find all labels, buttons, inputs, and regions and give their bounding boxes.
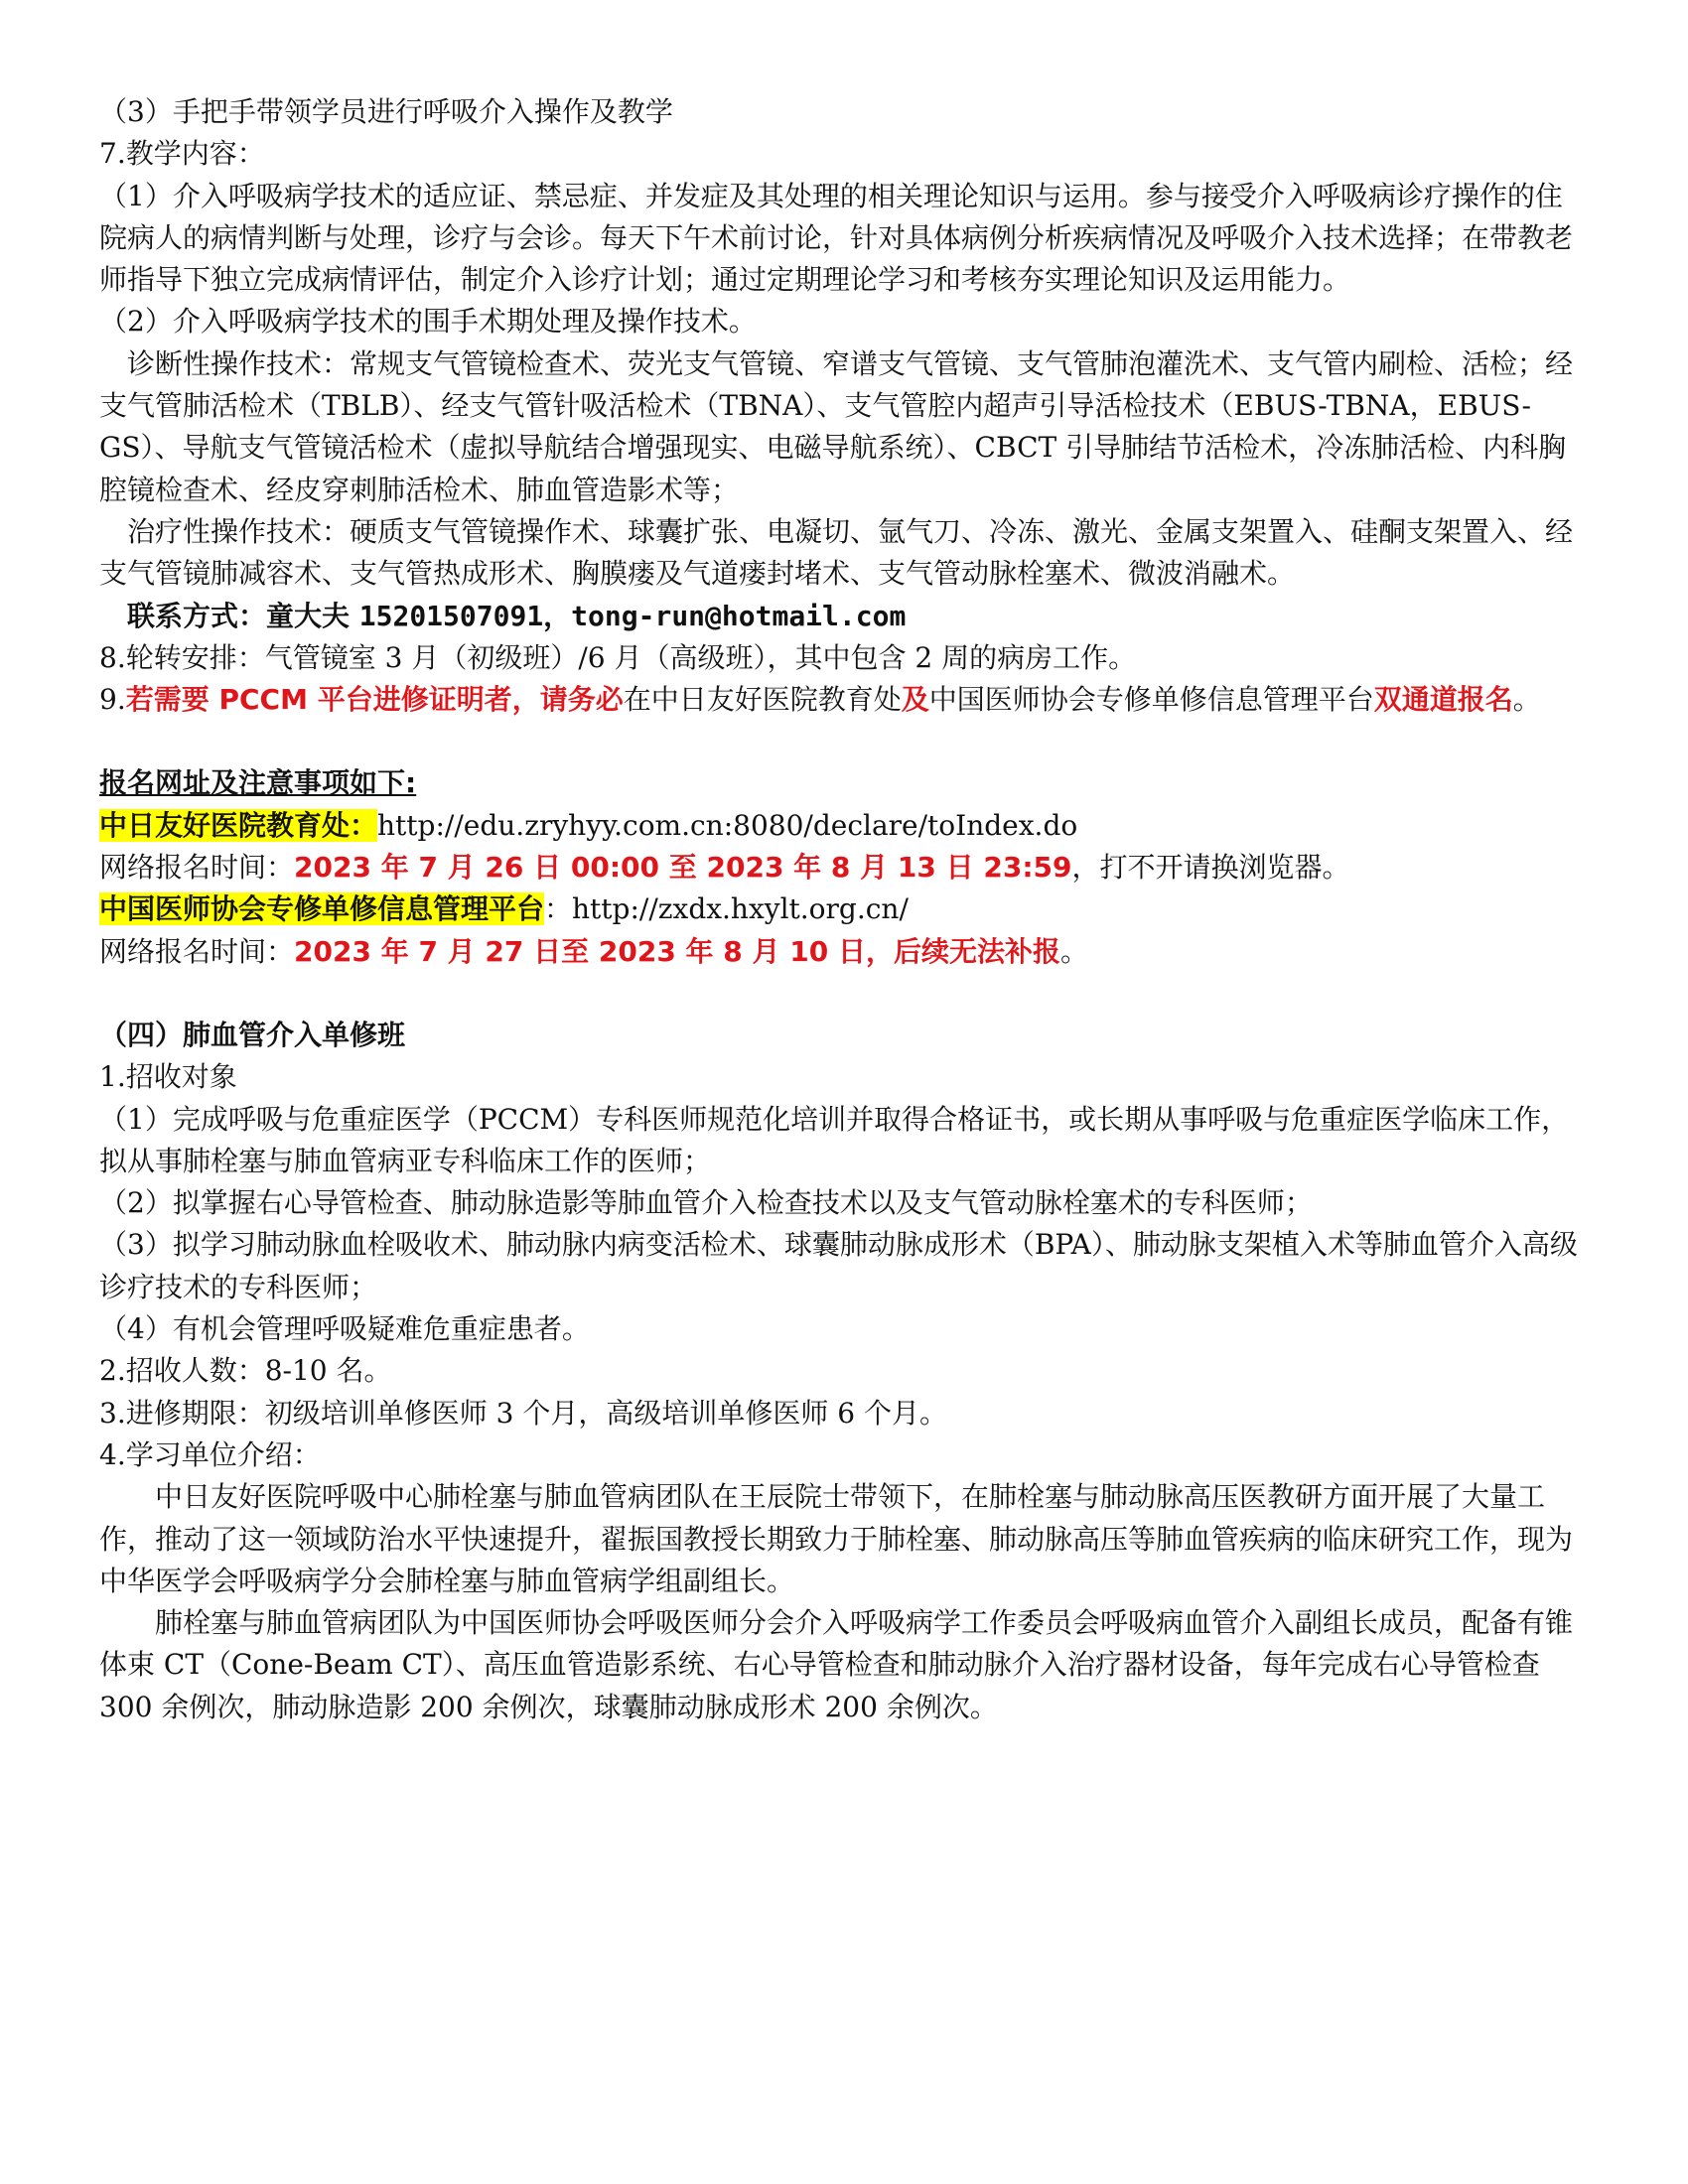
item-9-place2: 中国医师协会专修单修信息管理平台 bbox=[928, 683, 1374, 717]
item-7-2: （2）介入呼吸病学技术的围手术期处理及操作技术。 bbox=[99, 305, 757, 339]
sec4-item-3: 3.进修期限：初级培训单修医师 3 个月，高级培训单修医师 6 个月。 bbox=[99, 1396, 947, 1430]
time-1-label: 网络报名时间： bbox=[99, 851, 295, 885]
item-9-place1: 在中日友好医院教育处 bbox=[623, 683, 902, 717]
sec4-item-2: 2.招收人数：8-10 名。 bbox=[99, 1354, 392, 1388]
item-9-requirement: 若需要 PCCM 平台进修证明者，请务必 bbox=[125, 683, 624, 717]
section-4-title: （四）肺血管介入单修班 bbox=[99, 1018, 406, 1051]
item-7-3: （3）手把手带领学员进行呼吸介入操作及教学 bbox=[99, 95, 673, 128]
registration-time-2 bbox=[99, 931, 1589, 973]
registration-time-1 bbox=[99, 847, 1589, 888]
item-9-dual: 双通道报名 bbox=[1373, 683, 1513, 717]
sec4-item-1-title: 1.招收对象 bbox=[99, 1060, 237, 1094]
item-9-end: 。 bbox=[1512, 683, 1541, 717]
item-8-rotation: 8.轮转安排：气管镜室 3 月（初级班）/6 月（高级班），其中包含 2 周的病房工作。 bbox=[99, 640, 1137, 674]
sec4-paragraph-2: 肺栓塞与肺血管病团队为中国医师协会呼吸医师分会介入呼吸病学工作委员会呼吸病血管介入副组长成员，配备有锥体束 CT（Cone-Beam CT）、高压血管造影系统、右心导管检查和肺动脉介入治疗器材设备，每年完成右心导管检查 300 余例次，肺动脉造影 200 余例次，球囊肺动脉成形术 200 余例次。 bbox=[99, 1606, 1574, 1723]
item-9-and: 及 bbox=[901, 683, 929, 717]
contact-label: 联系方式：童大夫 bbox=[127, 599, 359, 632]
sec4-paragraph-1: 中日友好医院呼吸中心肺栓塞与肺血管病团队在王辰院士带领下，在肺栓塞与肺动脉高压医教研方面开展了大量工作，推动了这一领域防治水平快速提升，翟振国教授长期致力于肺栓塞、肺动脉高压等肺血管疾病的临床研究工作，现为中华医学会呼吸病学分会肺栓塞与肺血管病学组副组长。 bbox=[99, 1480, 1574, 1597]
site-2-url[interactable]: ：http://zxdx.hxylt.org.cn/ bbox=[544, 892, 909, 926]
item-9-num: 9. bbox=[99, 683, 126, 717]
sec4-item-1-2: （2）拟掌握右心导管检查、肺动脉造影等肺血管介入检查技术以及支气管动脉栓塞术的专科医师； bbox=[99, 1186, 1313, 1220]
therapeutic-techniques: 治疗性操作技术：硬质支气管镜操作术、球囊扩张、电凝切、氩气刀、冷冻、激光、金属支架置入、硅酮支架置入、经支气管镜肺减容术、支气管热成形术、胸膜瘘及气道瘘封堵术、支气管动脉栓塞术、微波消融术。 bbox=[99, 514, 1574, 591]
registration-site-2 bbox=[99, 888, 1589, 930]
contact-value: 15201507091，tong-run@hotmail.com bbox=[358, 599, 907, 632]
sec4-item-1-1: （1）完成呼吸与危重症医学（PCCM）专科医师规范化培训并取得合格证书，或长期从事呼吸与危重症医学临床工作，拟从事肺栓塞与肺血管病亚专科临床工作的医师； bbox=[99, 1102, 1570, 1177]
time-1-value: 2023 年 7 月 26 日 00:00 至 2023 年 8 月 13 日 23:59 bbox=[294, 851, 1072, 885]
site-1-url[interactable]: http://edu.zryhyy.com.cn:8080/declare/toIndex.do bbox=[377, 808, 1078, 842]
time-1-note: ，打不开请换浏览器。 bbox=[1071, 851, 1350, 885]
document-body bbox=[99, 91, 1589, 1728]
item-7-title: 7.教学内容： bbox=[99, 137, 265, 171]
sec4-item-1-3: （3）拟学习肺动脉血栓吸收术、肺动脉内病变活检术、球囊肺动脉成形术（BPA）、肺动脉支架植入术等肺血管介入高级诊疗技术的专科医师； bbox=[99, 1228, 1578, 1303]
time-2-end: 。 bbox=[1060, 934, 1089, 968]
diagnostic-techniques: 诊断性操作技术：常规支气管镜检查术、荧光支气管镜、窄谱支气管镜、支气管肺泡灌洗术、支气管内刷检、活检；经支气管肺活检术（TBLB）、经支气管针吸活检术（TBNA）、支气管腔内超声引导活检技术（EBUS-TBNA，EBUS-GS）、导航支气管镜活检术（虚拟导航结合增强现实、电磁导航系统）、CBCT 引导肺结节活检术，冷冻肺活检、内科胸腔镜检查术、经皮穿刺肺活检术、肺血管造影术等； bbox=[99, 346, 1574, 506]
time-2-value: 2023 年 7 月 27 日至 2023 年 8 月 10 日，后续无法补报 bbox=[294, 934, 1060, 968]
contact-line bbox=[99, 596, 1589, 637]
registration-site-1 bbox=[99, 805, 1589, 847]
item-9-notice bbox=[99, 679, 1589, 721]
site-2-label: 中国医师协会专修单修信息管理平台 bbox=[99, 892, 545, 926]
sec4-item-1-4: （4）有机会管理呼吸疑难危重症患者。 bbox=[99, 1312, 590, 1346]
item-7-1: （1）介入呼吸病学技术的适应证、禁忌症、并发症及其处理的相关理论知识与运用。参与接受介入呼吸病诊疗操作的住院病人的病情判断与处理，诊疗与会诊。每天下午术前讨论，针对具体病例分析疾病情况及呼吸介入技术选择；在带教老师指导下独立完成病情评估，制定介入诊疗计划；通过定期理论学习和考核夯实理论知识及运用能力。 bbox=[99, 179, 1574, 297]
sec4-item-4-title: 4.学习单位介绍： bbox=[99, 1437, 321, 1471]
site-1-label: 中日友好医院教育处： bbox=[99, 808, 378, 842]
registration-title: 报名网址及注意事项如下: bbox=[99, 766, 417, 800]
time-2-label: 网络报名时间： bbox=[99, 934, 295, 968]
